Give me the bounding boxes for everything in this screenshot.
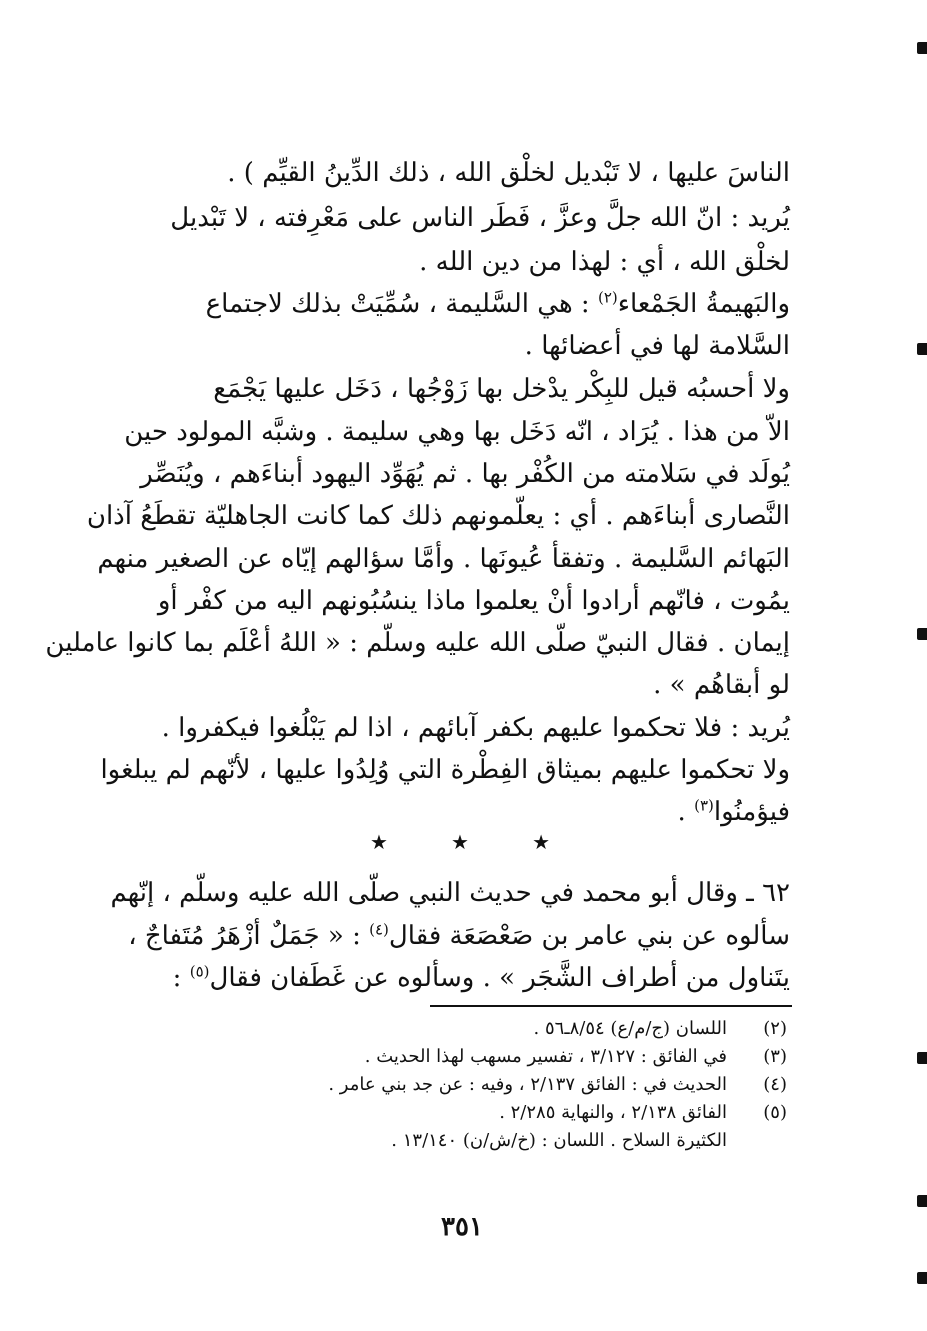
text-line: يمُوت ، فانّهم أرادوا أنْ يعلموا ماذا ينسُبُونهم اليه من كفْر أو	[157, 586, 790, 616]
footnote-number: (٤)	[763, 1074, 787, 1095]
text-line: يُريد : انّ الله جلَّ وعزَّ ، فَطَر الناس على مَعْرِفته ، لا تَبْديل	[170, 203, 790, 233]
footnote-marker: (٤)	[369, 920, 389, 939]
text-line: النَّصارى أبناءَهم . أي : يعلّمونهم ذلك كما كانت الجاهليّة تقطَعُ آذان	[86, 501, 790, 531]
text-line: الناسَ عليها ، لا تَبْديل لخلْق الله ، ذلك الدِّينُ القيِّم ) .	[227, 158, 790, 188]
footnote-text: في الفائق : ٣/١٢٧ ، تفسير مسهب لهذا الحديث .	[364, 1046, 727, 1067]
margin-tab-mark	[917, 1195, 927, 1207]
text-line: لو أبقاهُم » .	[653, 670, 790, 700]
text-line	[132, 955, 790, 1001]
footnote	[227, 1015, 787, 1043]
text-fragment: :	[172, 963, 182, 993]
text-line	[128, 913, 790, 959]
text-line: يُريد : فلا تحكموا عليهم بكفر آبائهم ، اذا لم يَبْلُغوا فيكفروا .	[161, 713, 790, 743]
footnote-text: الفائق ٢/١٣٨ ، والنهاية ٢/٢٨٥ .	[499, 1102, 727, 1123]
text-fragment: فيؤمنُوا	[713, 797, 790, 827]
footnote	[227, 1127, 787, 1155]
section-divider	[370, 830, 550, 860]
text-line: السَّلامة لها في أعضائها .	[524, 331, 790, 361]
text-line: البَهائم السَّليمة . وتفقأ عُيونَها . وأمَّا سؤالهم إيّاه عن الصغير منهم	[97, 544, 790, 574]
margin-tab-mark	[917, 1052, 927, 1064]
text-line: ولا أحسبُه قيل للبِكْر يدْخل بها زَوْجُها ، دَخَل عليها يَجْمَع	[213, 374, 790, 404]
text-line	[132, 281, 790, 327]
text-line: ولا تحكموا عليهم بميثاق الفِطْرة التي وُلِدُوا عليها ، لأنّهم لم يبلغوا	[100, 755, 790, 785]
footnote	[227, 1071, 787, 1099]
footnote-marker: (٢)	[597, 288, 618, 307]
text-line: الاّ من هذا . يُرَاد ، انّه دَخَل بها وهي سليمة . وشبَّه المولود حين	[124, 417, 790, 447]
text-line: ٦٢ ـ وقال أبو محمد في حديث النبي صلّى الله عليه وسلّم ، إنّهم	[110, 878, 790, 908]
text-line: لخلْق الله ، أي : لهذا من دين الله .	[419, 247, 790, 277]
text-line: يُولَد في سَلامته من الكُفْر بها . ثم يُهَوِّد اليهود أبناءَهم ، ويُنَصِّر	[140, 459, 790, 489]
footnote-number: (٢)	[763, 1018, 787, 1039]
star-icon: ★	[451, 830, 469, 854]
text-line	[132, 789, 790, 835]
page-number: ٣٥١	[441, 1212, 483, 1242]
text-fragment: يتَناول من أطراف الشَّجَر » . وسألوه عن غَطَفان فقال	[209, 963, 790, 993]
footnote-rule	[430, 1005, 792, 1007]
margin-tab-mark	[917, 1272, 927, 1284]
margin-tab-mark	[917, 343, 927, 355]
footnote	[227, 1043, 787, 1071]
footnote-text: الكثيرة السلاح . اللسان : (خ/ش/ن) ١٣/١٤٠ .	[391, 1130, 727, 1151]
star-icon: ★	[532, 830, 550, 854]
text-fragment: والبَهيمةُ الجَمْعاء	[617, 289, 790, 319]
footnote-text: الحديث في : الفائق ٢/١٣٧ ، وفيه : عن جد بني عامر .	[328, 1074, 727, 1095]
star-icon: ★	[370, 830, 388, 854]
footnote-marker: (٣)	[694, 796, 714, 815]
footnote-text: اللسان (ج/م/ع) ٨/٥٤ـ٥٦ .	[533, 1018, 727, 1039]
footnote-number: (٣)	[763, 1046, 787, 1067]
footnote-marker: (٥)	[189, 962, 210, 981]
margin-tab-mark	[917, 628, 927, 640]
footnote	[227, 1099, 787, 1127]
text-line: إيمان . فقال النبيّ صلّى الله عليه وسلّم : « اللهُ أعْلَم بما كانوا عاملين	[45, 628, 790, 658]
footnote-number: (٥)	[763, 1102, 787, 1123]
text-fragment: سألوه عن بني عامر بن صَعْصَعَة فقال	[388, 921, 790, 951]
text-fragment: : هي السَّليمة ، سُمِّيَتْ بذلك لاجتماع	[205, 289, 590, 319]
text-fragment: .	[677, 797, 686, 827]
margin-tab-mark	[917, 42, 927, 54]
text-fragment: : « جَمَلٌ أزْهَرُ مُتَفاجٌ ،	[128, 921, 361, 951]
